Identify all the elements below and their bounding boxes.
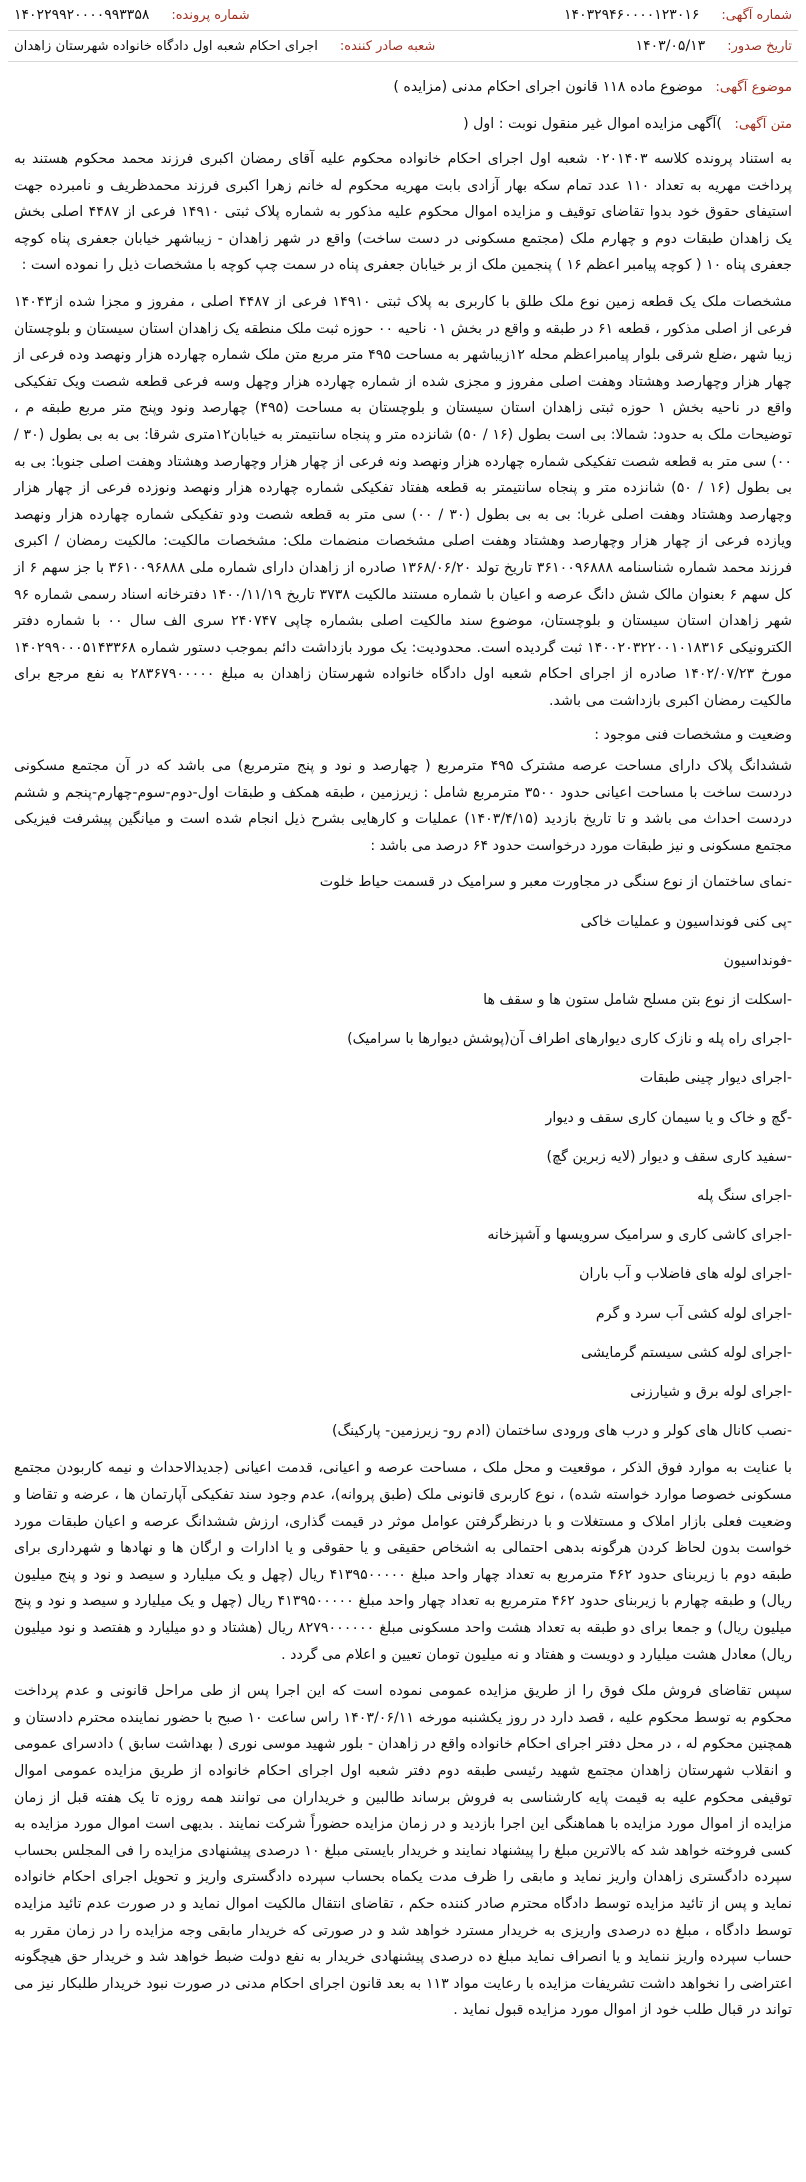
specs-paragraph: مشخصات ملک یک قطعه زمین نوع ملک طلق با کاربری به پلاک ثبتی ۱۴۹۱۰ فرعی از ۴۴۸۷ اصلی ، مفروز و مجزا شده از۱۴۰۴۳ فرعی از اصلی مذکور ، قطعه ۶۱ در طبقه و واقع در بخش ۰۱ ناحیه ۰۰ حوزه ثبت ملک منطقه یک زاهدان استان سیستان و بلوچستان زیبا شهر ،ضلع شرقی بلوار پیامبراعظم محله ۱۲زیباشهر به مساحت ۴۹۵ متر مربع متن ملک شماره چهارده هزار ونهصد وده فرعی از چهار هزار وچهارصد وهشتاد وهفت اصلی مفروز و مجزی شده از شماره چهارده هزار وچهل وسه فرعی قطعه شصت ویک تفکیکی واقع در ناحیه بخش ۱ حوزه ثبتی زاهدان استان سیستان و بلوچستان به مساحت (۴۹۵) چهارصد ونود وپنج متر مربع طبقه م ، توضیحات ملک به حدود: شمالا: بی است بطول (۱۶ / ۵۰) شانزده متر و پنجاه سانتیمتر به خیابان۱۲متری شرقا: بی به بی بطول (۳۰ / ۰۰) سی متر به قطعه شصت تفکیکی شماره چهارده هزار ونهصد ونه فرعی از چهار هزار وچهارصد وهشتاد وهفت اصلی جنوبا: بی به بی بطول (۱۶ / ۵۰) شانزده متر و پنجاه سانتیمتر به قطعه هفتاد تفکیکی شماره چهارده هزار ونهصد ونوزده فرعی از چهار هزار وچهارصد وهشتاد وهفت اصلی غربا: بی به بی بطول (۳۰ / ۰۰) سی متر به قطعه شصت ودو تفکیکی شماره چهارده هزار ونهصد ویازده فرعی از چهار هزار وچهارصد وهشتاد وهفت اصلی مشخصات منضمات ملک: مشخصات مالکیت: مالکیت رمضان / اکبری فرزند محمد شماره شناسنامه ۳۶۱۰۰۹۶۸۸۸ تاریخ تولد ۱۳۶۸/۰۶/۲۰ صادره از زاهدان دارای شماره ملی ۳۶۱۰۰۹۶۸۸۸ با جز سهم ۶ از کل سهم ۶ بعنوان مالک شش دانگ عرصه و اعیان با شماره مستند مالکیت ۳۷۳۸ تاریخ ۱۴۰۰/۱۱/۱۹ دفترخانه اسناد رسمی شماره ۹۶ شهر زاهدان استان سیستان و بلوچستان، موضوع سند مالکیت اصلی بشماره چاپی ۲۴۰۷۴۷ سری الف سال ۰۰ با شماره دفتر الکترونیکی ۱۴۰۰۲۰۳۲۲۰۰۱۰۱۸۳۱۶ ثبت گردیده است. محدودیت: یک مورد بازداشت دائم بموجب دستور شماره ۱۴۰۲۹۹۰۰۰۵۱۴۳۳۶۸ مورخ ۱۴۰۲/۰۷/۲۳ صادره از اجرای احکام شعبه اول دادگاه خانواده شهرستان زاهدان به مبلغ ۲۸۳۶۷۹۰۰۰۰۰ به نفع مرجع برای مالکیت رمضان اکبری بازداشت می باشد. [14,293,793,709]
list-item: -اجرای لوله کشی سیستم گرمایشی [580,1344,792,1361]
list-item: -اجرای لوله کشی آب سرد و گرم [595,1305,792,1322]
notice-title: )آگهی مزایده اموال غیر منقول نوبت : اول ( [463,116,722,132]
issue-date-block [392,38,792,54]
list-item: -پی کنی فونداسیون و عملیات خاکی [580,913,792,930]
issuing-branch-value: اجرای احکام شعبه اول دادگاه خانواده شهرستان زاهدان [14,38,318,54]
list-item: -اجرای دیوار چینی طبقات [639,1070,792,1087]
notice-page [8,0,798,2182]
topic-text: موضوع ماده ۱۱۸ قانون اجرای احکام مدنی (مزایده ) [393,79,703,95]
issue-date-label: تاریخ صدور: [727,38,792,54]
status-paragraph-block [8,753,798,859]
case-number-block [14,7,374,23]
issuing-branch-label: شعبه صادر کننده: [339,38,436,54]
list-item: -فونداسیون [723,952,792,969]
list-item: -اجرای سنگ پله [697,1188,792,1205]
works-list [8,863,798,1451]
list-item: -اجرای کاشی کاری و سرامیک سرویسها و آشپزخانه [487,1227,792,1244]
case-number-label: شماره پرونده: [171,7,250,23]
list-item: -اجرای لوله های فاضلاب و آب باران [579,1266,792,1283]
list-item: -نمای ساختمان از نوع سنگی در مجاورت معبر و سرامیک در قسمت حیاط خلوت [319,874,792,891]
status-paragraph: ششدانگ پلاک دارای مساحت عرصه مشترک ۴۹۵ مترمربع ( چهارصد و نود و پنج مترمربع) می باشد که در آن مجتمع مسکونی دردست ساخت با مساحت اعیانی حدود ۳۵۰۰ مترمربع شامل : زیرزمین ، طبقه همکف و طبقات اول-دوم-سوم-چهارم-پنجم و ششم دردست احداث می باشد و تا تاریخ بازدید (۱۴۰۳/۴/۱۵) عملیات و کارهایی بشرح ذیل انجام شده است و میانگین پیشرفت فیزیکی مجتمع مسکونی و نیز طبقات مورد درخواست حدود ۶۴ درصد می باشد : [14,758,793,854]
list-item: -نصب کانال های کولر و درب های ورودی ساختمان (ادم رو- زیرزمین- پارکینگ) [331,1423,792,1440]
status-heading: وضعیت و مشخصات فنی موجود : [594,727,792,744]
meta-row-1 [8,0,798,31]
topic-row [8,62,798,109]
specs-paragraph-block [8,289,798,715]
auction-paragraph-block [8,1678,798,2024]
list-item: -اسکلت از نوع بتن مسلح شامل ستون ها و سقف ها [483,992,792,1009]
case-number-value: ۱۴۰۲۲۹۹۲۰۰۰۰۹۹۳۳۵۸ [14,7,150,23]
issuing-branch-block [14,38,436,54]
list-item: -اجرای لوله برق و شیارزنی [630,1384,792,1401]
intro-paragraph: به استناد پرونده کلاسه ۰۲۰۱۴۰۳ شعبه اول اجرای احکام خانواده محکوم علیه آقای رمضان اکبری فرزند محمد محکوم هستند به پرداخت مهریه به تعداد ۱۱۰ عدد تمام سکه بهار آزادی بابت مهریه محکوم له خانم زهرا اکبری فرزند محمدظریف و نامبرده جهت استیفای حقوق خود بدوا تقاضای توقیف و مزایده اموال محکوم علیه مذکور به شماره پلاک ثبتی ۱۴۹۱۰ فرعی از ۴۴۸۷ اصلی بخش یک زاهدان طبقات دوم و چهارم ملک (مجتمع مسکونی در دست ساخت) واقع در شهر زاهدان - زیباشهر خیابان جعفری پناه کوچه جعفری پناه ۱۰ ( کوچه پیامبر اعظم ۱۶ ) پنجمین ملک از بر خیابان جعفری پناه در سمت چپ کوچه با مشخصات ذیل را نموده است : [14,151,792,274]
list-item: -سفید کاری سقف و دیوار (لایه زبرین گچ) [546,1148,792,1165]
issue-date-value: ۱۴۰۳/۰۵/۱۳ [635,38,706,54]
notice-number-label: شماره آگهی: [721,7,792,23]
list-item: -اجرای راه پله و نازک کاری دیوارهای اطراف آن(پوشش دیوارها با سرامیک) [347,1031,792,1048]
valuation-paragraph-block [8,1455,798,1668]
auction-paragraph: سپس تقاضای فروش ملک فوق را از طریق مزایده عمومی نموده است که این اجرا پس از طی مراحل قانونی و عدم پرداخت محکوم به توسط محکوم علیه ، قصد دارد در روز یکشنبه مورخه ۱۴۰۳/۰۶/۱۱ راس ساعت ۱۰ صبح با حضور نماینده محترم دادستان و همچنین محکوم له ، در محل دفتر اجرای احکام خانواده واقع در زاهدان - بلور شهید موسی نوری ( بهداشت سابق ) دادسرای عمومی و انقلاب شهرستان زاهدان مجتمع شهید رئیسی طبقه دوم دفتر شعبه اول اجرای احکام خانواده از طریق مزایده عمومی اموال توقیفی محکوم علیه به قیمت پایه کارشناسی به فروش برساند طالبین و خریداران می توانند همه روزه تا یک هفته قبل از زمان مزایده از اموال مورد مزایده با هماهنگی این اجرا بازدید و در زمان مزایده حضوراً شرکت نمایند . بدیهی است اموال مورد مزایده به کسی فروخته خواهد شد که بالاترین مبلغ را پیشنهاد نمایند و خریدار بایستی مبلغ ۱۰ درصدی پیشنهادی مزایده را فی المجلس بحساب سپرده دادگستری زاهدان واریز نماید و مابقی را ظرف مدت یکماه بحساب سپرده دادگستری واریز و تحویل اجرای احکام خانواده نماید و پس از تائید مزایده توسط دادگاه محترم صادر کننده حکم ، تقاضای انتقال مالکیت اموال نماید و در صورت عدم تائید مزایده توسط دادگاه ، مبلغ ده درصدی واریزی به خریدار مسترد خواهد شد و در صورتی که خریدار مابقی وجه مزایده را در زمان مقرر به حساب سپرده واریز ننماید و یا انصراف نماید مبلغ ده درصدی پیشنهادی خریدار به نفع دولت ضبط خواهد شد و خریدار حق هیچگونه اعتراضی را نخواهد داشت تشریفات مزایده با رعایت مواد ۱۱۳ به بعد قانون اجرای احکام مدنی در صورت نبود خریدار طلبکار نیز می تواند در قبال طلب خود از اموال مورد مزایده قبول نماید . [14,1683,793,2019]
notice-number-block [392,7,792,23]
meta-row-2 [8,31,798,62]
intro-paragraph-block [8,146,798,279]
notice-number-value: ۱۴۰۳۲۹۴۶۰۰۰۰۱۲۳۰۱۶ [564,7,700,23]
valuation-paragraph: با عنایت به موارد فوق الذکر ، موقعیت و محل ملک ، مساحت عرصه و اعیانی، قدمت اعیانی (جدیدالاحداث و نیمه کاربودن مجتمع مسکونی خصوصا موارد خواسته شده) ، نوع کاربری قانونی ملک (طبق پروانه)، عدم وجود سند تفکیکی آپارتمان ها ، عرضه و تقاضا و وضعیت فعلی بازار املاک و مستغلات و با درنظرگرفتن عوامل موثر در قیمت گذاری، ارزش ششدانگ عرصه و اعیان طبقات مورد خواست بدون لحاظ کردن هرگونه بدهی احتمالی به اشخاص حقیقی و یا حقوقی و یا ادارات و ارگان ها و نهادها و شهرداری برای طبقه دوم با زیربنای حدود ۴۶۲ مترمربع به تعداد چهار واحد مبلغ ۴۱۳۹۵۰۰۰۰۰ ریال (چهل و یک میلیارد و سیصد و نود و پنج میلیون ریال) و طبقه چهارم با زیربنای حدود ۴۶۲ مترمربع به تعداد چهار واحد مبلغ ۴۱۳۹۵۰۰۰۰۰ ریال (چهل و یک میلیارد و سیصد و نود و پنج میلیون ریال) و جمعا برای دو طبقه به تعداد هشت واحد مسکونی مبلغ ۸۲۷۹۰۰۰۰۰۰ ریال (هشتاد و دو میلیارد و هفتصد و نود میلیون ریال) معادل هشت میلیارد و دویست و هفتاد و نه میلیون تومان تعیین و اعلام می گردد . [14,1460,793,1663]
notice-text-label: متن آگهی: [734,117,792,132]
topic-label: موضوع آگهی: [715,80,792,95]
notice-title-row [8,109,798,146]
list-item: -گچ و خاک و یا سیمان کاری سقف و دیوار [545,1109,792,1126]
